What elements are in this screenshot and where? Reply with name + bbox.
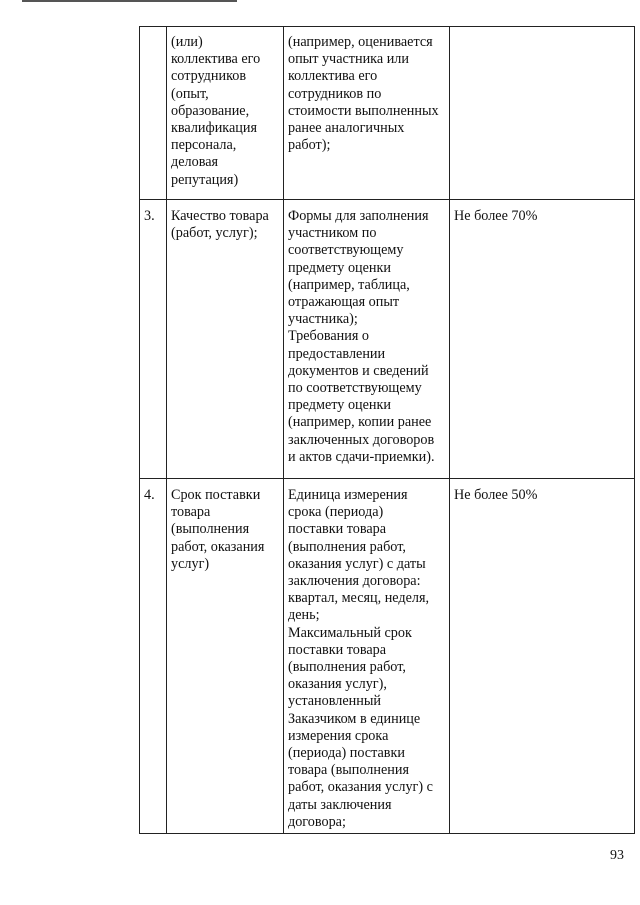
- weight-cell: [450, 27, 635, 200]
- requirements-cell: Формы для заполнения участником по соответствующему предмету оценки (например, таблица, отражающая опыт участника); Требования о предоставлении документов и сведений по соответствующему предмету оценки (например, копии ранее заключенных договоров и актов сдачи-приемки).: [284, 200, 450, 479]
- row-number: 4.: [140, 479, 167, 834]
- weight-cell: Не более 50%: [450, 479, 635, 834]
- row-number: [140, 27, 167, 200]
- weight-cell: Не более 70%: [450, 200, 635, 479]
- criterion-cell: Срок поставки товара (выполнения работ, оказания услуг): [167, 479, 284, 834]
- row-number: 3.: [140, 200, 167, 479]
- criteria-table: [139, 26, 635, 834]
- table-row: [140, 200, 635, 479]
- criterion-cell: (или) коллектива его сотрудников (опыт, образование, квалификация персонала, деловая репутация): [167, 27, 284, 200]
- table-row: [140, 27, 635, 200]
- requirements-cell: Единица измерения срока (периода) поставки товара (выполнения работ, оказания услуг) с даты заключения договора: квартал, месяц, неделя, день; Максимальный срок поставки товара (выполнения работ, оказания услуг), установленный Заказчиком в единице измерения срока (периода) поставки товара (выполнения работ, оказания услуг) с даты заключения договора;: [284, 479, 450, 834]
- requirements-cell: (например, оценивается опыт участника или коллектива его сотрудников по стоимости выполненных ранее аналогичных работ);: [284, 27, 450, 200]
- header-rule: [22, 0, 237, 2]
- page-number: 93: [610, 848, 624, 863]
- criterion-cell: Качество товара (работ, услуг);: [167, 200, 284, 479]
- table-row: [140, 479, 635, 834]
